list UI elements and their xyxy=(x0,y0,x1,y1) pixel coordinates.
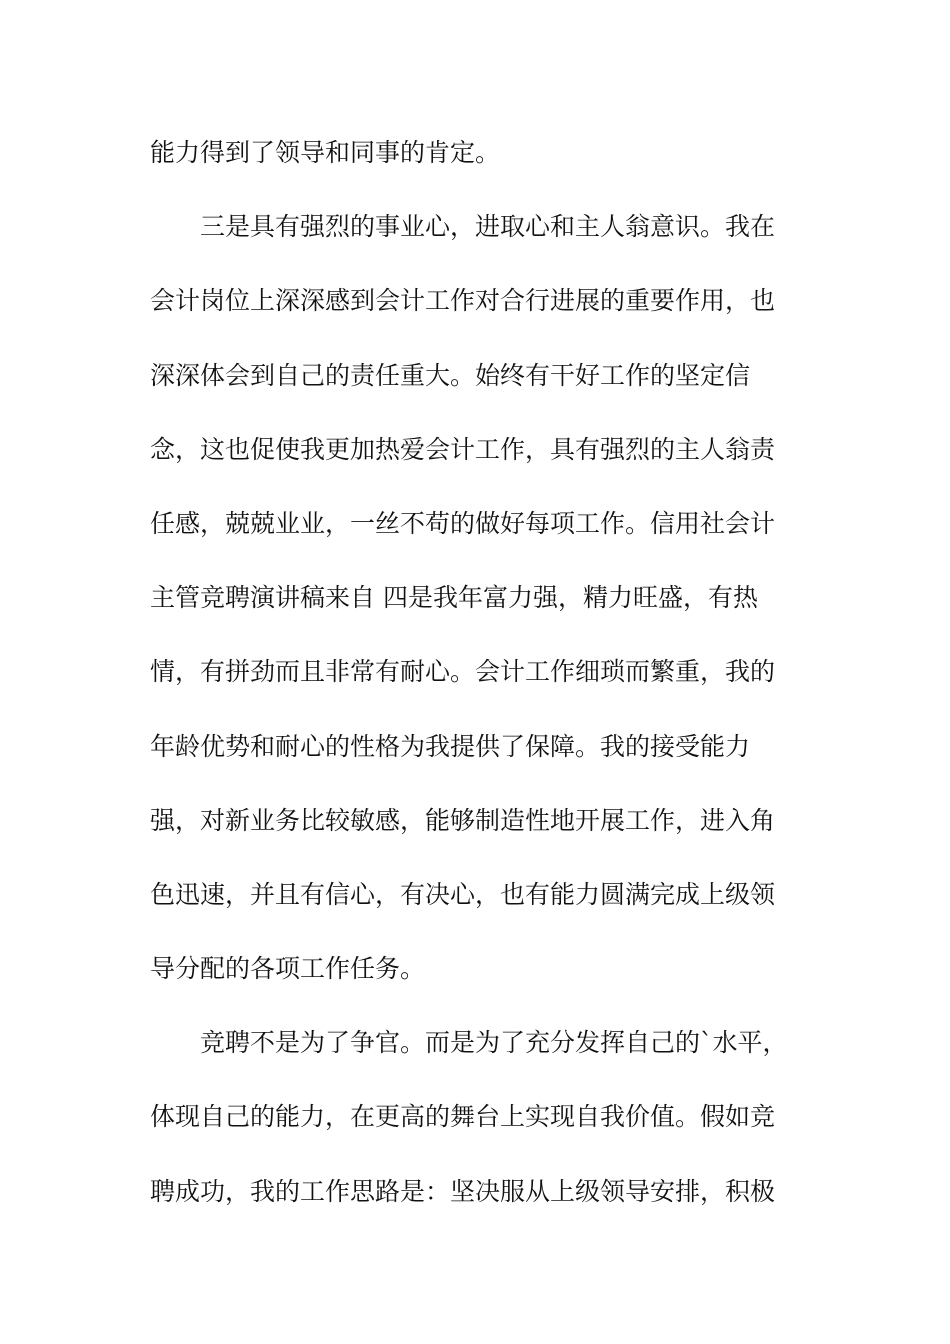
text-line: 主管竞聘演讲稿来自 四是我年富力强，精力旺盛，有热 xyxy=(150,583,758,613)
text-line: 年龄优势和耐心的性格为我提供了保障。我的接受能力 xyxy=(150,731,751,761)
text-line: 任感，兢兢业业，一丝不苟的做好每项工作。信用社会计 xyxy=(150,508,776,538)
text-line: 念，这也促使我更加热爱会计工作，具有强烈的主人翁责 xyxy=(150,434,776,464)
text-line: 情，有拼劲而且非常有耐心。会计工作细琐而繁重，我的 xyxy=(150,657,776,687)
text-line: 三是具有强烈的事业心，进取心和主人翁意识。我在 xyxy=(150,212,776,242)
text-line: 会计岗位上深深感到会计工作对合行进展的重要作用，也 xyxy=(150,286,776,316)
document-body xyxy=(150,130,810,1243)
text-line: 色迅速，并且有信心，有决心，也有能力圆满完成上级领 xyxy=(150,879,776,909)
text-line: 聘成功，我的工作思路是：坚决服从上级领导安排，积极 xyxy=(150,1176,776,1206)
text-line: 强，对新业务比较敏感，能够制造性地开展工作，进入角 xyxy=(150,805,776,835)
text-line: 竞聘不是为了争官。而是为了充分发挥自己的`水平， xyxy=(150,1028,788,1058)
text-line: 导分配的各项工作任务。 xyxy=(150,954,426,984)
text-line: 深深体会到自己的责任重大。始终有干好工作的坚定信 xyxy=(150,360,751,390)
text-line: 体现自己的能力，在更高的舞台上实现自我价值。假如竞 xyxy=(150,1102,776,1132)
text-line: 能力得到了领导和同事的肯定。 xyxy=(150,138,501,167)
